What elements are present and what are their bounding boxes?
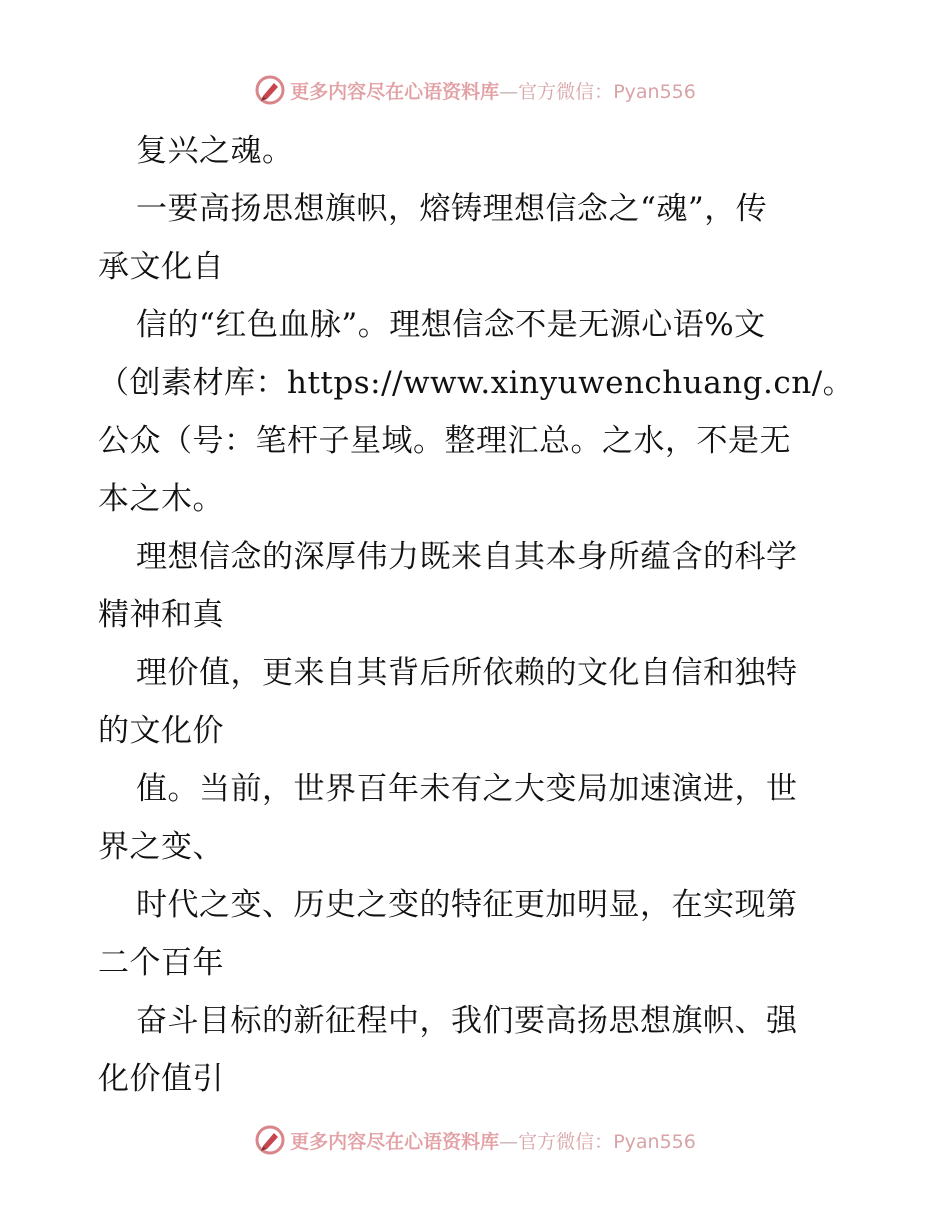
- footer-site-text: 更多内容尽在心语资料库: [290, 1130, 500, 1153]
- body-line: 的文化价: [98, 713, 224, 749]
- pen-logo-icon: [254, 74, 286, 106]
- header-site-text: 更多内容尽在心语资料库: [290, 80, 500, 103]
- body-line: 复兴之魂。: [136, 133, 294, 169]
- body-line: 奋斗目标的新征程中，我们要高扬思想旗帜、强: [136, 1003, 798, 1039]
- body-line: （创素材库：https://www.xinyuwenchuang.cn/。: [98, 365, 855, 401]
- header-dash: —: [499, 80, 519, 103]
- footer-banner-text: [290, 1127, 696, 1154]
- footer-dash: —: [499, 1130, 519, 1153]
- header-banner-text: [290, 77, 696, 104]
- body-line: 理价值，更来自其背后所依赖的文化自信和独特: [136, 655, 798, 691]
- footer-wechat-id: Pyan556: [613, 1130, 696, 1153]
- header-wechat-label: 官方微信：: [518, 80, 614, 103]
- header-wechat-id: Pyan556: [613, 80, 696, 103]
- body-line: 本之木。: [98, 481, 224, 517]
- body-line: 化价值引: [98, 1061, 224, 1097]
- pen-logo-icon: [254, 1124, 286, 1156]
- body-line: 公众（号：笔杆子星域。整理汇总。之水，不是无: [98, 423, 791, 459]
- footer-banner: [0, 1122, 950, 1158]
- body-line: 精神和真: [98, 597, 224, 633]
- body-line: 值。当前，世界百年未有之大变局加速演进，世: [136, 771, 798, 807]
- body-line: 一要高扬思想旗帜，熔铸理想信念之“魂”，传: [136, 191, 768, 227]
- document-body: [98, 122, 855, 1108]
- footer-wechat-label: 官方微信：: [518, 1130, 614, 1153]
- body-line: 理想信念的深厚伟力既来自其本身所蕴含的科学: [136, 539, 798, 575]
- body-line: 界之变、: [98, 829, 224, 865]
- header-banner: [0, 72, 950, 108]
- body-line: 信的“红色血脉”。理想信念不是无源心语%文: [136, 307, 766, 343]
- body-line: 时代之变、历史之变的特征更加明显，在实现第: [136, 887, 798, 923]
- body-line: 承文化自: [98, 249, 224, 285]
- body-line: 二个百年: [98, 945, 224, 981]
